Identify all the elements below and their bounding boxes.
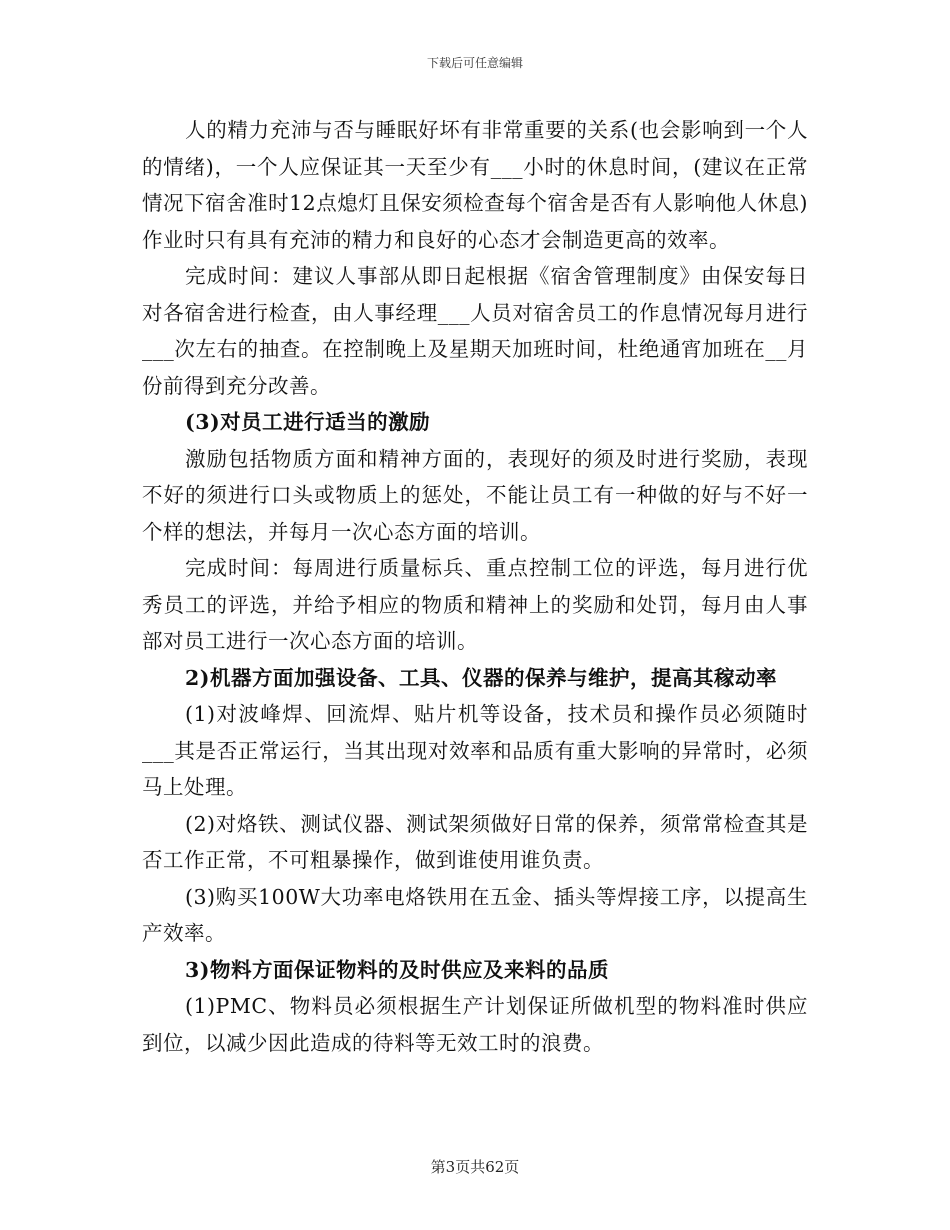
section-heading: 3)物料方面保证物料的及时供应及来料的品质 bbox=[185, 957, 609, 982]
section-heading: (3)对员工进行适当的激励 bbox=[185, 410, 431, 434]
paragraph: (1)PMC、物料员必须根据生产计划保证所做机型的物料准时供应到位，以减少因此造成的待料等无效工时的浪费。 bbox=[142, 994, 808, 1055]
document-body bbox=[142, 112, 808, 1061]
paragraph: (1)对波峰焊、回流焊、贴片机等设备，技术员和操作员必须随时___其是否正常运行，当其出现对效率和品质有重大影响的异常时，必须马上处理。 bbox=[142, 702, 808, 799]
paragraph: (3)购买100W大功率电烙铁用在五金、插头等焊接工序，以提高生产效率。 bbox=[142, 884, 808, 945]
section-heading: 2)机器方面加强设备、工具、仪器的保养与维护，提高其稼动率 bbox=[185, 665, 777, 690]
page-footer: 第3页共62页 bbox=[430, 1158, 520, 1176]
paragraph: 完成时间：建议人事部从即日起根据《宿舍管理制度》由保安每日对各宿舍进行检查，由人事经理___人员对宿舍员工的作息情况每月进行___次左右的抽查。在控制晚上及星期天加班时间，杜绝通宵加班在__月份前得到充分改善。 bbox=[142, 264, 808, 398]
paragraph: 人的精力充沛与否与睡眠好坏有非常重要的关系(也会影响到一个人的情绪)，一个人应保证其一天至少有___小时的休息时间，(建议在正常情况下宿舍准时12点熄灯且保安须检查每个宿舍是否有人影响他人休息)作业时只有具有充沛的精力和良好的心态才会制造更高的效率。 bbox=[142, 118, 808, 252]
page-header: 下载后可任意编辑 bbox=[426, 56, 523, 70]
paragraph: (2)对烙铁、测试仪器、测试架须做好日常的保养，须常常检查其是否工作正常，不可粗暴操作，做到谁使用谁负责。 bbox=[142, 811, 808, 872]
paragraph: 完成时间：每周进行质量标兵、重点控制工位的评选，每月进行优秀员工的评选，并给予相应的物质和精神上的奖励和处罚，每月由人事部对员工进行一次心态方面的培训。 bbox=[142, 556, 808, 653]
paragraph: 激励包括物质方面和精神方面的，表现好的须及时进行奖励，表现不好的须进行口头或物质上的惩处，不能让员工有一种做的好与不好一个样的想法，并每月一次心态方面的培训。 bbox=[142, 446, 808, 544]
